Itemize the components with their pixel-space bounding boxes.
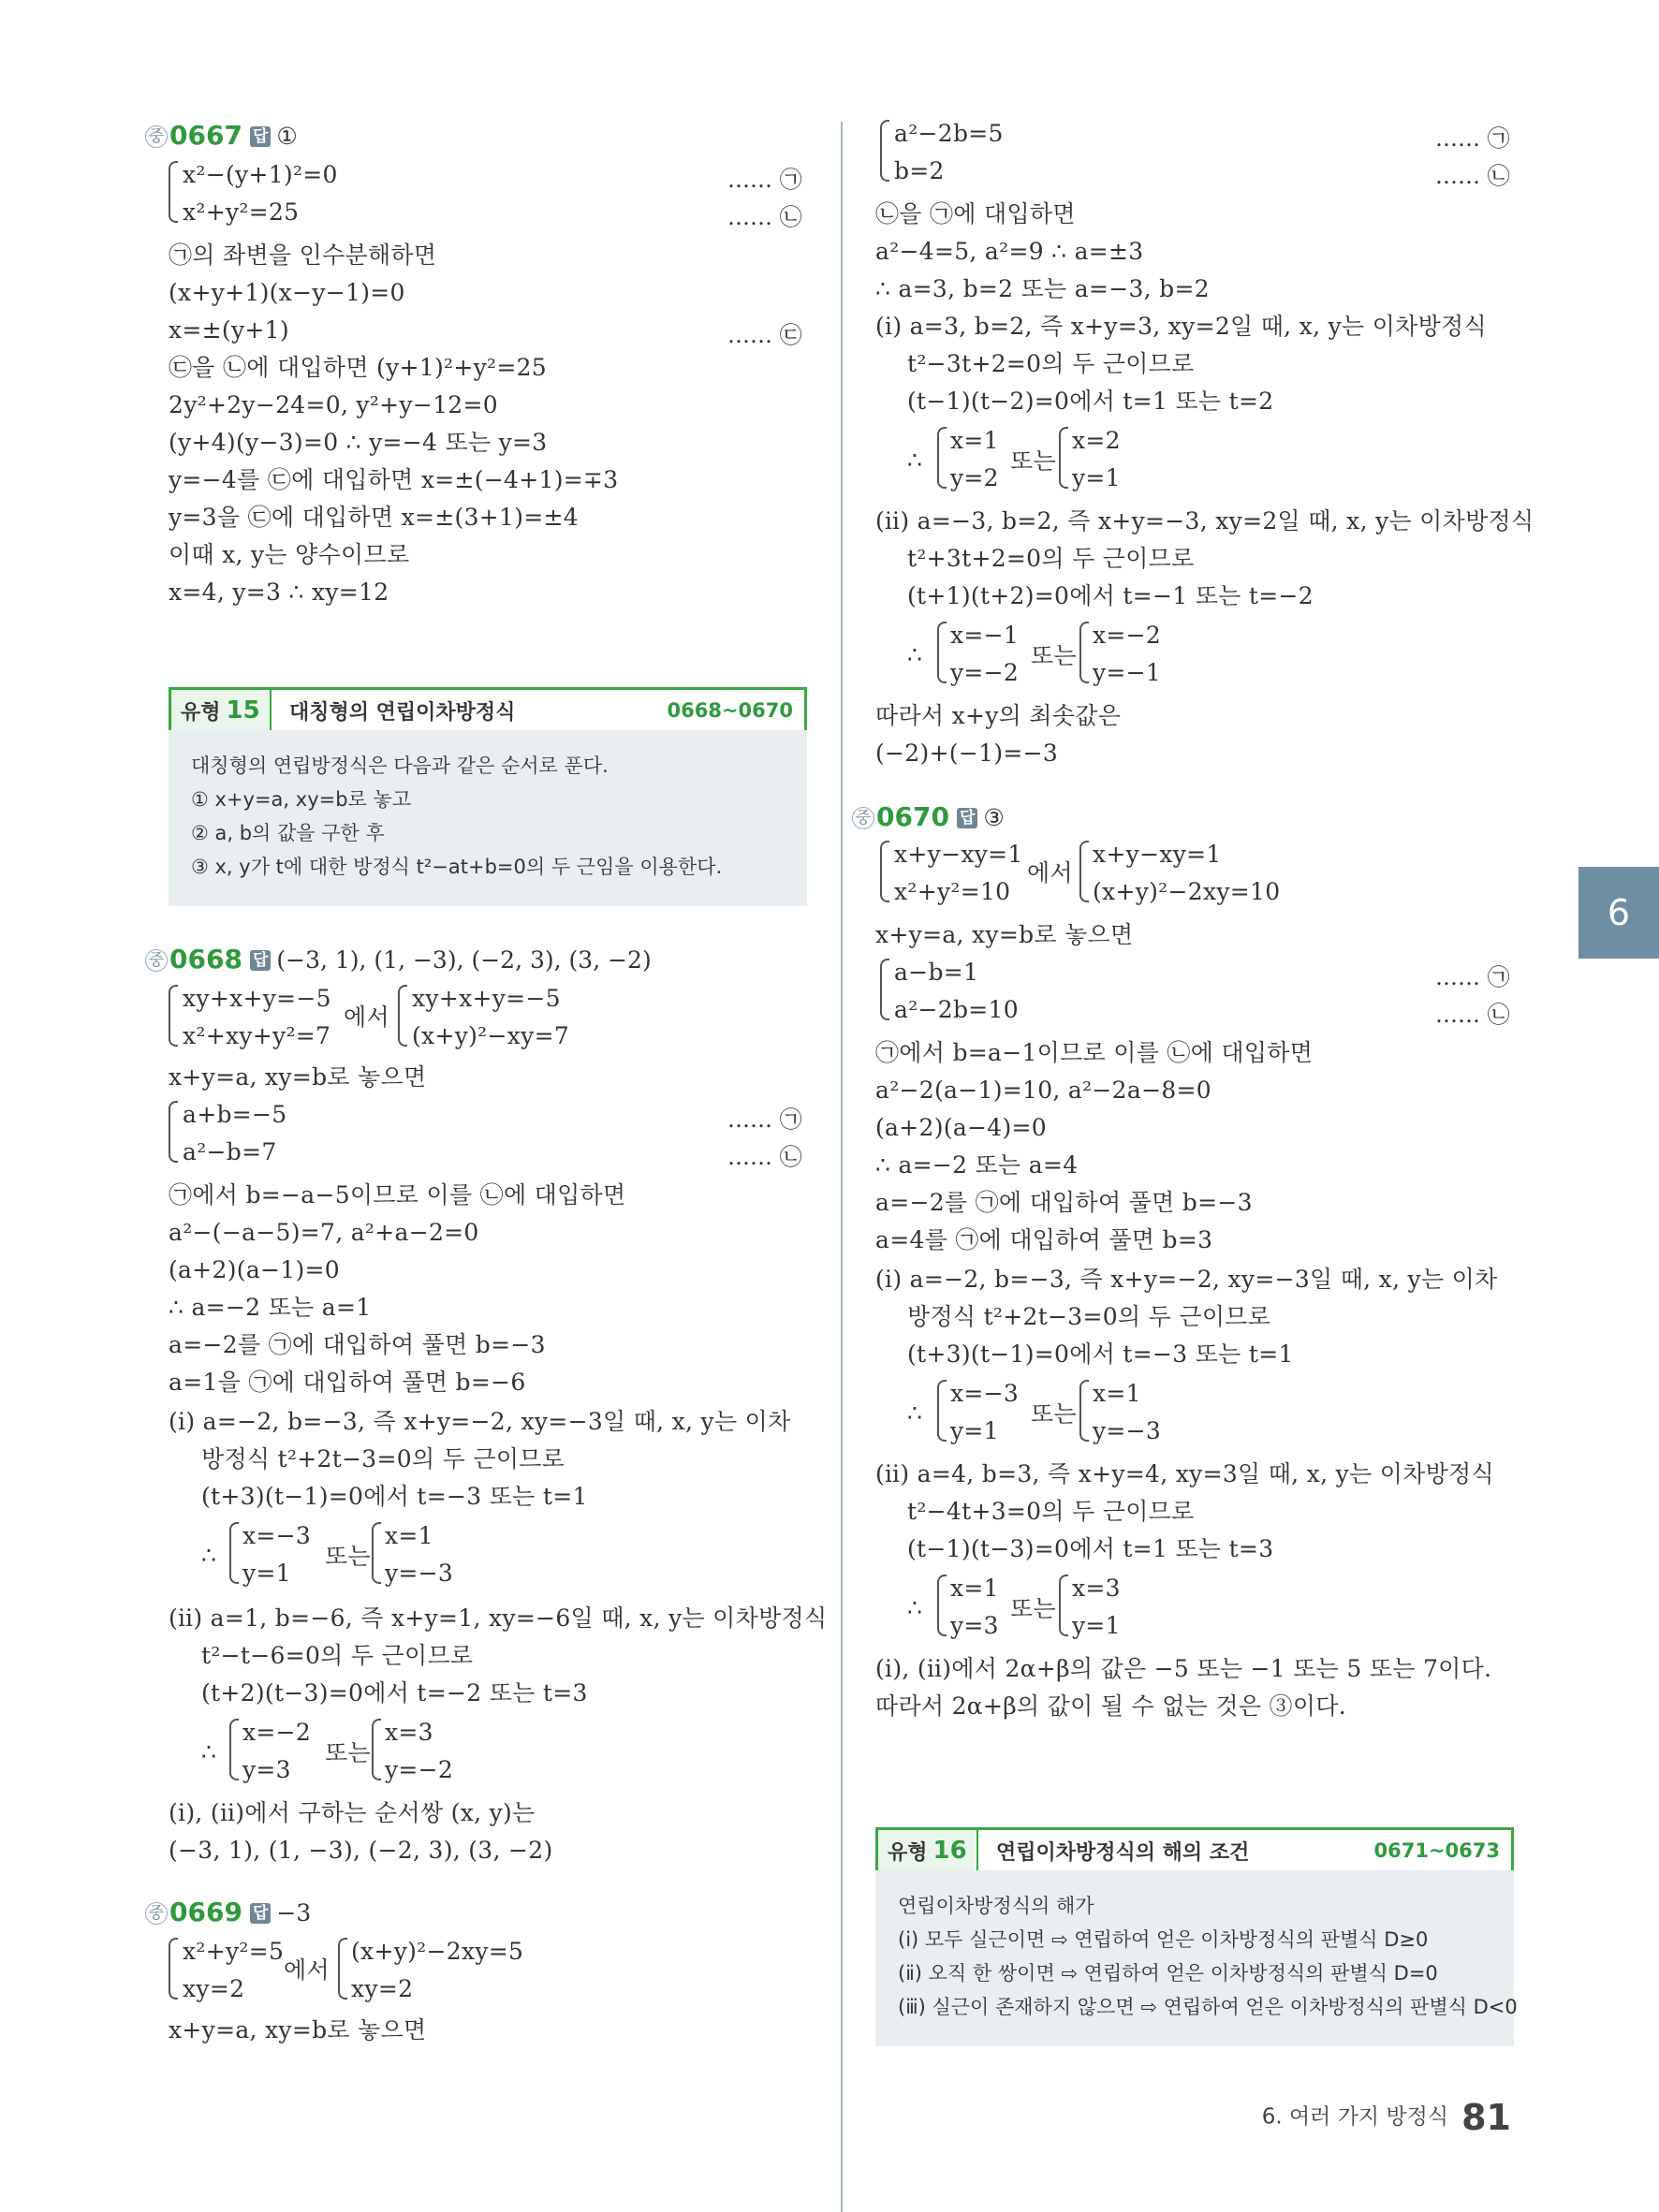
page-number: 81	[1461, 2097, 1511, 2138]
system-brace	[937, 622, 947, 683]
type-number: 16	[932, 1837, 967, 1865]
solution-pair: x=1	[950, 1575, 999, 1602]
equation-line: x²−(y+1)²=0	[183, 161, 338, 188]
answer-label: 답	[250, 950, 271, 971]
type-title: 대칭형의 연립이차방정식	[289, 700, 516, 725]
connector-text: 또는	[1031, 1400, 1077, 1428]
connector-text: 또는	[325, 1739, 371, 1766]
answer-value: (−3, 1), (1, −3), (−2, 3), (3, −2)	[276, 946, 652, 974]
summary-line: 대칭형의 연립방정식은 다음과 같은 순서로 푼다.	[191, 754, 609, 777]
chapter-tab: 6	[1578, 867, 1659, 959]
system-brace	[229, 1719, 239, 1780]
equation-line: a²−2b=5	[894, 120, 1004, 147]
equation-line: x+y−xy=1	[894, 841, 1023, 868]
therefore-symbol: ∴	[201, 1542, 217, 1569]
type-title: 연립이차방정식의 해의 조건	[996, 1840, 1250, 1865]
therefore-symbol: ∴	[907, 447, 923, 474]
type-box-16	[875, 1827, 1514, 1874]
summary-line: (ⅰ) 모두 실근이면 ⇨ 연립하여 얻은 이차방정식의 판별식 D≥0	[898, 1928, 1429, 1951]
solution-line: (x+y+1)(x−y−1)=0	[169, 279, 405, 306]
solution-line: t²−3t+2=0의 두 근이므로	[907, 350, 1195, 377]
solution-pair: y=−2	[385, 1756, 454, 1783]
column-divider	[841, 122, 843, 2212]
type-tag: 유형 15	[171, 690, 272, 731]
solution-line: (t+3)(t−1)=0에서 t=−3 또는 t=1	[907, 1340, 1294, 1368]
solution-line: (ⅱ) a=1, b=−6, 즉 x+y=1, xy=−6일 때, x, y는 이차방정식	[169, 1604, 828, 1632]
solution-line: (t+3)(t−1)=0에서 t=−3 또는 t=1	[201, 1483, 588, 1510]
solution-line: x+y=a, xy=b로 놓으면	[875, 921, 1134, 948]
equation-line: x+y−xy=1	[1093, 841, 1222, 868]
solution-pair: x=2	[1072, 427, 1121, 454]
system-brace	[937, 427, 947, 489]
solution-line: (ⅱ) a=−3, b=2, 즉 x+y=−3, xy=2일 때, x, y는 이차방정식	[875, 507, 1534, 535]
solution-line: t²+3t+2=0의 두 근이므로	[907, 545, 1195, 572]
problem-header-0670	[852, 801, 1005, 832]
solution-line: (t−1)(t−2)=0에서 t=1 또는 t=2	[907, 388, 1274, 415]
solution-pair: x=3	[385, 1719, 433, 1746]
system-brace	[880, 959, 889, 1020]
connector-text: 또는	[1010, 1595, 1056, 1622]
type-range: 0668~0670	[667, 699, 793, 722]
solution-line: (ⅰ) a=3, b=2, 즉 x+y=3, xy=2일 때, x, y는 이차방정식	[875, 313, 1487, 340]
connector-text: 에서	[1027, 859, 1073, 886]
solution-line: a=1을 ㉠에 대입하여 풀면 b=−6	[169, 1369, 526, 1396]
answer-value: ①	[276, 123, 298, 150]
problem-number: 0669	[169, 1897, 242, 1927]
solution-line: 따라서 2α+β의 값이 될 수 없는 것은 ③이다.	[875, 1692, 1346, 1720]
solution-line: 2y²+2y−24=0, y²+y−12=0	[169, 391, 498, 418]
system-brace	[880, 841, 889, 902]
problem-header-0667	[145, 120, 298, 151]
solution-line: (ⅰ), (ⅱ)에서 2α+β의 값은 −5 또는 −1 또는 5 또는 7이다.	[875, 1655, 1492, 1682]
problem-header-0668	[145, 944, 652, 974]
equation-line: x²+y²=10	[894, 878, 1011, 905]
solution-pair: x=1	[385, 1522, 433, 1549]
therefore-symbol: ∴	[907, 1399, 923, 1427]
system-brace	[169, 985, 178, 1047]
level-badge: 중	[145, 949, 168, 972]
solution-line: (ⅰ) a=−2, b=−3, 즉 x+y=−2, xy=−3일 때, x, y는 이차	[875, 1266, 1498, 1293]
solution-line: ∴ a=−2 또는 a=4	[875, 1151, 1079, 1179]
summary-line: ② a, b의 값을 구한 후	[191, 822, 385, 844]
solution-line: a²−2(a−1)=10, a²−2a−8=0	[875, 1077, 1211, 1104]
system-brace	[169, 1101, 178, 1163]
equation-mark: …… ㉠	[1435, 964, 1510, 990]
solution-pair: y=−3	[385, 1560, 454, 1587]
solution-line: (t+1)(t+2)=0에서 t=−1 또는 t=−2	[907, 582, 1314, 609]
page-footer	[1262, 2097, 1511, 2138]
equation-line: x²+y²=5	[183, 1938, 285, 1965]
equation-mark: …… ㉡	[727, 1144, 802, 1170]
solution-line: 따라서 x+y의 최솟값은	[875, 702, 1122, 729]
equation-mark: …… ㉡	[727, 204, 802, 230]
solution-pair: x=3	[1072, 1575, 1121, 1602]
connector-text: 에서	[284, 1956, 330, 1984]
equation-mark: …… ㉡	[1435, 1002, 1510, 1028]
equation-line: x²+y²=25	[183, 198, 300, 226]
system-brace	[1079, 622, 1089, 683]
solution-pair: y=1	[950, 1417, 999, 1444]
type-number: 15	[226, 696, 260, 725]
equation-line: x²+xy+y²=7	[183, 1022, 331, 1049]
solution-pair: x=1	[950, 427, 999, 454]
solution-pair: y=−3	[1093, 1417, 1162, 1444]
equation-line: xy+x+y=−5	[183, 985, 331, 1012]
equation-line: a−b=1	[894, 959, 979, 986]
system-brace	[169, 161, 178, 223]
therefore-symbol: ∴	[201, 1738, 217, 1765]
solution-pair: y=1	[242, 1560, 291, 1587]
solution-line: ∴ a=3, b=2 또는 a=−3, b=2	[875, 275, 1210, 302]
connector-text: 또는	[325, 1543, 371, 1570]
equation-mark: …… ㉡	[1435, 163, 1510, 189]
summary-line: 연립이차방정식의 해가	[898, 1895, 1094, 1917]
solution-line: ㉠에서 b=−a−5이므로 이를 ㉡에 대입하면	[169, 1181, 626, 1209]
solution-pair: y=1	[1072, 1612, 1121, 1639]
equation-mark: …… ㉢	[727, 322, 802, 348]
answer-label: 답	[957, 808, 977, 828]
solution-line: t²−4t+3=0의 두 근이므로	[907, 1498, 1195, 1525]
type-summary-16	[875, 1870, 1518, 2046]
solution-line: x+y=a, xy=b로 놓으면	[169, 1063, 427, 1091]
system-brace	[880, 120, 889, 182]
solution-line: 방정식 t²+2t−3=0의 두 근이므로	[201, 1445, 565, 1472]
solution-line: (a+2)(a−4)=0	[875, 1114, 1047, 1141]
solution-pair: x=−3	[950, 1380, 1020, 1407]
solution-line: y=3을 ㉢에 대입하면 x=±(3+1)=±4	[169, 504, 579, 531]
type-range: 0671~0673	[1373, 1839, 1500, 1862]
solution-line: t²−t−6=0의 두 근이므로	[201, 1642, 474, 1669]
solution-line: ㉠의 좌변을 인수분해하면	[169, 242, 437, 269]
solution-line: a²−4=5, a²=9 ∴ a=±3	[875, 238, 1144, 265]
solution-line: y=−4를 ㉢에 대입하면 x=±(−4+1)=∓3	[169, 466, 619, 493]
level-badge: 중	[145, 1902, 168, 1925]
connector-text: 또는	[1031, 642, 1077, 669]
solution-line: ㉡을 ㉠에 대입하면	[875, 200, 1076, 227]
solution-line: ㉠에서 b=a−1이므로 이를 ㉡에 대입하면	[875, 1039, 1314, 1066]
summary-line: (ⅱ) 오직 한 쌍이면 ⇨ 연립하여 얻은 이차방정식의 판별식 D=0	[898, 1962, 1438, 1985]
solution-line: 방정식 t²+2t−3=0의 두 근이므로	[907, 1303, 1271, 1330]
equation-line: (x+y)²−xy=7	[412, 1022, 570, 1049]
connector-text: 또는	[1010, 447, 1056, 475]
summary-line: ③ x, y가 t에 대한 방정식 t²−at+b=0의 두 근임을 이용한다.	[191, 856, 723, 878]
connector-text: 에서	[344, 1003, 389, 1031]
problem-header-0669	[145, 1897, 311, 1927]
level-badge: 중	[852, 807, 874, 829]
answer-label: 답	[250, 1903, 271, 1924]
solution-pair: y=−1	[1093, 659, 1162, 686]
equation-line: a+b=−5	[183, 1101, 287, 1128]
solution-line: (−3, 1), (1, −3), (−2, 3), (3, −2)	[169, 1837, 553, 1864]
equation-line: (x+y)²−2xy=5	[351, 1938, 524, 1965]
solution-line: a=4를 ㉠에 대입하여 풀면 b=3	[875, 1226, 1213, 1253]
solution-line: ㉢을 ㉡에 대입하면 (y+1)²+y²=25	[169, 354, 547, 381]
solution-pair: y=3	[242, 1756, 291, 1783]
solution-line: (ⅱ) a=4, b=3, 즉 x+y=4, xy=3일 때, x, y는 이차방정식	[875, 1460, 1494, 1487]
solution-line: (ⅰ) a=−2, b=−3, 즉 x+y=−2, xy=−3일 때, x, y는 이차	[169, 1408, 791, 1435]
solution-line: x=4, y=3 ∴ xy=12	[169, 579, 389, 606]
solution-line: a=−2를 ㉠에 대입하여 풀면 b=−3	[169, 1331, 546, 1358]
level-badge: 중	[145, 125, 168, 148]
solution-pair: x=−2	[242, 1719, 312, 1746]
solution-pair: y=−2	[950, 659, 1020, 686]
system-brace	[372, 1719, 381, 1780]
solution-line: (y+4)(y−3)=0 ∴ y=−4 또는 y=3	[169, 429, 548, 456]
solution-pair: y=2	[950, 464, 999, 491]
solution-pair: y=3	[950, 1612, 999, 1639]
equation-line: xy=2	[183, 1975, 245, 2002]
equation-line: b=2	[894, 157, 945, 184]
answer-value: −3	[276, 1899, 312, 1926]
solution-line: x+y=a, xy=b로 놓으면	[169, 2016, 427, 2044]
therefore-symbol: ∴	[907, 641, 923, 668]
solution-line: a=−2를 ㉠에 대입하여 풀면 b=−3	[875, 1189, 1253, 1216]
solution-line: 이때 x, y는 양수이므로	[169, 541, 410, 568]
type-summary-15	[169, 730, 807, 906]
equation-line: xy=2	[351, 1975, 414, 2002]
summary-line: ① x+y=a, xy=b로 놓고	[191, 788, 412, 811]
solution-line: x=±(y+1)	[169, 316, 289, 344]
problem-number: 0670	[876, 801, 949, 832]
solution-pair: y=1	[1072, 464, 1121, 491]
system-brace	[229, 1522, 239, 1584]
problem-number: 0667	[169, 120, 242, 151]
solution-line: a²−(−a−5)=7, a²+a−2=0	[169, 1219, 479, 1246]
system-brace	[338, 1938, 347, 2000]
equation-line: xy+x+y=−5	[412, 985, 561, 1012]
problem-number: 0668	[169, 944, 242, 974]
solution-line: ∴ a=−2 또는 a=1	[169, 1294, 372, 1321]
system-brace	[398, 985, 407, 1047]
system-brace	[1059, 427, 1068, 489]
therefore-symbol: ∴	[907, 1594, 923, 1621]
solution-line: (a+2)(a−1)=0	[169, 1256, 340, 1283]
solution-line: (t+2)(t−3)=0에서 t=−2 또는 t=3	[201, 1679, 588, 1707]
equation-line: (x+y)²−2xy=10	[1093, 878, 1281, 905]
system-brace	[937, 1380, 947, 1442]
system-brace	[1059, 1575, 1068, 1636]
footer-title: 6. 여러 가지 방정식	[1261, 2104, 1449, 2130]
equation-mark: …… ㉠	[727, 1106, 802, 1133]
solution-pair: x=−2	[1093, 622, 1162, 649]
equation-mark: …… ㉠	[727, 167, 802, 193]
system-brace	[169, 1938, 178, 2000]
type-tag: 유형 16	[878, 1830, 978, 1871]
equation-line: a²−b=7	[183, 1138, 277, 1165]
system-brace	[1079, 841, 1089, 902]
solution-pair: x=−1	[950, 622, 1020, 649]
solution-line: (−2)+(−1)=−3	[875, 740, 1059, 767]
type-box-15	[169, 687, 807, 734]
equation-mark: …… ㉠	[1435, 125, 1510, 152]
answer-label: 답	[250, 126, 271, 147]
answer-value: ③	[983, 804, 1005, 831]
solution-pair: x=1	[1093, 1380, 1141, 1407]
equation-line: a²−2b=10	[894, 996, 1019, 1023]
system-brace	[937, 1575, 947, 1636]
solution-pair: x=−3	[242, 1522, 312, 1549]
solution-line: (t−1)(t−3)=0에서 t=1 또는 t=3	[907, 1535, 1274, 1562]
system-brace	[1079, 1380, 1089, 1442]
system-brace	[372, 1522, 381, 1584]
solution-line: (ⅰ), (ⅱ)에서 구하는 순서쌍 (x, y)는	[169, 1799, 536, 1826]
summary-line: (ⅲ) 실근이 존재하지 않으면 ⇨ 연립하여 얻은 이차방정식의 판별식 D<0	[898, 1996, 1518, 2018]
